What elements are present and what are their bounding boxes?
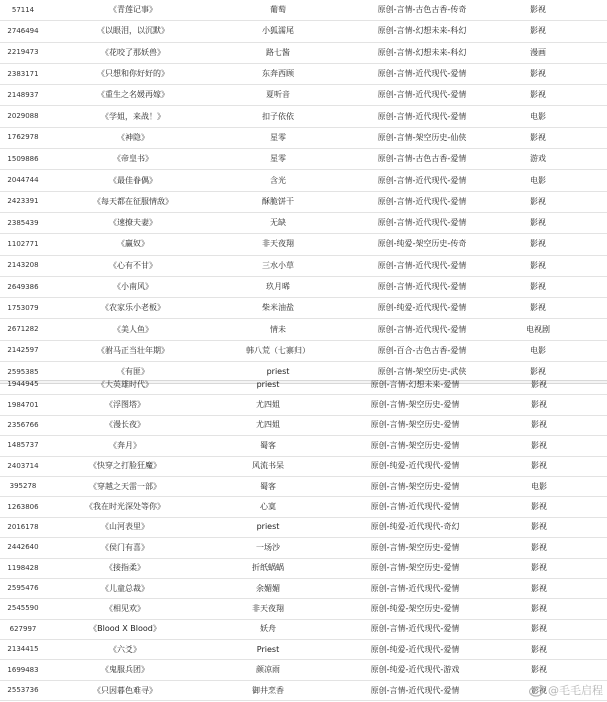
work-author: Priest [256, 644, 280, 654]
table-row [0, 620, 607, 640]
adaptation-type: 电视剧 [526, 324, 550, 334]
work-id: 2403714 [7, 461, 39, 470]
work-genre: 原创-言情-架空历史-爱情 [370, 563, 460, 573]
work-title: 《快穿之打脸狂魔》 [89, 461, 161, 471]
watermark-text: @毛毛启程 [548, 684, 603, 697]
work-author: 蜀客 [260, 481, 276, 491]
work-id: 1944945 [7, 380, 39, 389]
work-genre: 原创-纯爱-近代现代-爱情 [370, 461, 460, 471]
work-genre: 原创-言情-架空历史-爱情 [370, 481, 460, 491]
table-row [0, 149, 607, 170]
work-id: 1509886 [7, 154, 39, 163]
table-row [0, 170, 607, 191]
work-id: 2029088 [7, 112, 39, 121]
work-author: 路七酱 [266, 47, 290, 57]
work-author: 无缺 [270, 218, 286, 228]
work-genre: 原创-言情-古色古香-传奇 [377, 5, 467, 15]
table-row [0, 599, 607, 619]
work-genre: 原创-纯爱-架空历史-传奇 [377, 239, 467, 249]
adaptation-type: 影视 [530, 196, 546, 206]
work-genre: 原创-纯爱-近代现代-游戏 [370, 665, 460, 675]
adaptation-type: 影视 [531, 440, 547, 450]
work-author: 尤四姐 [256, 420, 280, 430]
work-author: 尤四姐 [256, 400, 280, 410]
work-author: 情未 [270, 324, 286, 334]
work-title: 《青莲记事》 [109, 5, 157, 15]
work-id: 1198428 [7, 563, 39, 572]
work-id: 2671282 [7, 325, 39, 334]
work-title: 《帝皇书》 [113, 154, 153, 164]
weibo-icon [529, 683, 545, 697]
work-genre: 原创-言情-近代现代-爱情 [377, 218, 467, 228]
work-title: 《我在时光深处等你》 [85, 502, 165, 512]
adaptation-type: 游戏 [530, 154, 546, 164]
table-row [0, 640, 607, 660]
work-author: 韩八荒（七寨归） [246, 345, 310, 355]
table-row [0, 416, 607, 436]
work-genre: 原创-言情-近代现代-爱情 [370, 583, 460, 593]
work-author: 含光 [270, 175, 286, 185]
work-title: 《接指柔》 [105, 563, 145, 573]
work-id: 2385439 [7, 218, 39, 227]
table-row [0, 298, 607, 319]
bottom-table [0, 375, 607, 701]
table-row [0, 192, 607, 213]
table-row [0, 660, 607, 680]
table-row [0, 375, 607, 395]
work-author: 心寞 [260, 502, 276, 512]
work-author: 三水小草 [262, 260, 294, 270]
adaptation-type: 电影 [530, 175, 546, 185]
work-genre: 原创-言情-近代现代-爱情 [370, 502, 460, 512]
work-id: 395278 [9, 482, 37, 491]
work-id: 2044744 [7, 176, 39, 185]
adaptation-type: 影视 [530, 26, 546, 36]
work-author: 小狐濡尾 [262, 26, 294, 36]
work-id: 2595385 [7, 367, 39, 376]
table-row [0, 21, 607, 42]
work-author: priest [256, 379, 280, 389]
work-genre: 原创-言情-架空历史-爱情 [370, 420, 460, 430]
table-row [0, 277, 607, 298]
table-row [0, 64, 607, 85]
work-genre: 原创-纯爱-架空历史-爱情 [370, 603, 460, 613]
table-row [0, 256, 607, 277]
work-id: 1762978 [7, 133, 39, 142]
work-title: 《驸马正当壮年期》 [97, 345, 169, 355]
work-genre: 原创-纯爱-近代现代-爱情 [370, 644, 460, 654]
table-row [0, 319, 607, 340]
work-title: 《大英雄时代》 [97, 379, 153, 389]
work-author: 星零 [270, 132, 286, 142]
work-author: 蜀客 [260, 440, 276, 450]
adaptation-type: 影视 [531, 563, 547, 573]
work-title: 《学姐，来战！》 [101, 111, 165, 121]
work-author: 非天夜翔 [252, 603, 284, 613]
adaptation-type: 影视 [531, 542, 547, 552]
adaptation-type: 影视 [531, 379, 547, 389]
work-id: 2746494 [7, 26, 39, 35]
work-id: 627997 [9, 624, 37, 633]
work-genre: 原创-言情-架空历史-爱情 [370, 542, 460, 552]
work-title: 《神隐》 [117, 132, 149, 142]
adaptation-type: 影视 [531, 624, 547, 634]
work-title: 《奔月》 [109, 440, 141, 450]
adaptation-type: 漫画 [530, 47, 546, 57]
table-row [0, 457, 607, 477]
work-title: 《花咬了那妖兽》 [101, 47, 165, 57]
work-author: 葡萄 [270, 5, 286, 15]
adaptation-type: 电影 [530, 111, 546, 121]
work-id: 2649386 [7, 282, 39, 291]
table-row [0, 497, 607, 517]
work-genre: 原创-言情-近代现代-爱情 [377, 260, 467, 270]
work-id: 2545590 [7, 604, 39, 613]
work-author: 夏听音 [266, 90, 290, 100]
table-row [0, 213, 607, 234]
work-title: 《重生之名媛再嫁》 [97, 90, 169, 100]
work-genre: 原创-言情-架空历史-仙侠 [377, 132, 467, 142]
work-genre: 原创-言情-架空历史-爱情 [370, 440, 460, 450]
work-author: 一场沙 [256, 542, 280, 552]
work-id: 2423391 [7, 197, 39, 206]
table-row [0, 681, 607, 701]
adaptation-type: 影视 [530, 69, 546, 79]
work-author: 玖月晞 [266, 282, 290, 291]
work-genre: 原创-言情-幻想未来-科幻 [377, 47, 467, 57]
work-id: 1485737 [7, 441, 39, 450]
work-genre: 原创-言情-近代现代-爱情 [377, 175, 467, 185]
work-author: 星零 [270, 154, 286, 164]
table-row [0, 106, 607, 127]
adaptation-type: 影视 [530, 239, 546, 249]
table-row [0, 579, 607, 599]
work-id: 2553736 [7, 686, 39, 695]
work-title: 《山河表里》 [101, 522, 149, 532]
work-genre: 原创-言情-古色古香-爱情 [377, 154, 467, 164]
work-author: 酥脆饼干 [262, 196, 294, 206]
work-genre: 原创-言情-近代现代-爱情 [370, 685, 460, 695]
work-title: 《漫长夜》 [105, 420, 145, 430]
work-author: 余媚媚 [256, 583, 280, 593]
work-id: 2356766 [7, 420, 39, 429]
table-row [0, 559, 607, 579]
adaptation-type: 影视 [530, 367, 546, 377]
table-row [0, 234, 607, 255]
work-title: 《浮图塔》 [105, 400, 145, 410]
adaptation-type: 影视 [531, 685, 547, 695]
work-id: 2016178 [7, 522, 39, 531]
adaptation-type: 影视 [530, 132, 546, 142]
work-id: 2595476 [7, 584, 39, 593]
work-genre: 原创-言情-架空历史-爱情 [370, 400, 460, 410]
adaptation-type: 影视 [531, 502, 547, 512]
adaptation-type: 影视 [531, 644, 547, 654]
work-genre: 原创-言情-近代现代-爱情 [377, 111, 467, 121]
work-title: 《农家乐小老板》 [101, 303, 165, 313]
work-genre: 原创-纯爱-近代现代-爱情 [377, 303, 467, 313]
work-author: 扣子依依 [262, 111, 294, 121]
work-title: 《速撩夫妻》 [109, 218, 157, 228]
work-id: 2148937 [7, 90, 39, 99]
work-id: 2142597 [7, 346, 39, 355]
work-title: 《Blood X Blood》 [89, 624, 161, 634]
work-author: 风流书呆 [252, 461, 284, 471]
table-row [0, 477, 607, 497]
table-row [0, 341, 607, 362]
work-genre: 原创-言情-近代现代-爱情 [377, 324, 467, 334]
adaptation-type: 影视 [531, 665, 547, 675]
work-author: 御井烹香 [252, 685, 284, 695]
work-genre: 原创-言情-近代现代-爱情 [377, 282, 467, 291]
table-row [0, 395, 607, 415]
work-author: priest [266, 367, 290, 377]
work-title: 《只因暮色难寻》 [93, 685, 157, 695]
work-title: 《每天都在征服情敌》 [93, 196, 173, 206]
work-author: 折纸蜗蜗 [252, 563, 284, 573]
adaptation-type: 电影 [531, 481, 547, 491]
table-row [0, 128, 607, 149]
table-row [0, 436, 607, 456]
adaptation-type: 影视 [531, 522, 547, 532]
work-title: 《穿越之天雷一部》 [89, 481, 161, 491]
work-title: 《有匪》 [117, 367, 149, 377]
table-row [0, 518, 607, 538]
adaptation-type: 影视 [530, 260, 546, 270]
work-title: 《只想和你好好的》 [97, 69, 169, 79]
adaptation-type: 影视 [531, 400, 547, 410]
table-row [0, 43, 607, 64]
work-genre: 原创-言情-近代现代-爱情 [377, 196, 467, 206]
table-row [0, 538, 607, 558]
work-genre: 原创-百合-古色古香-爱情 [377, 345, 467, 355]
work-title: 《鬼服兵团》 [101, 665, 149, 675]
work-title: 《最佳眷偶》 [109, 175, 157, 185]
adaptation-type: 影视 [531, 603, 547, 613]
work-id: 1699483 [7, 665, 39, 674]
work-title: 《六爻》 [109, 644, 141, 654]
adaptation-type: 影视 [530, 303, 546, 313]
work-id: 2383171 [7, 69, 39, 78]
work-title: 《小南风》 [113, 282, 153, 291]
work-author: 东奔西顾 [262, 69, 294, 79]
work-genre: 原创-言情-近代现代-爱情 [377, 90, 467, 100]
table-row [0, 0, 607, 21]
work-author: 颜凉雨 [256, 665, 280, 675]
adaptation-type: 电影 [530, 345, 546, 355]
work-author: 妖舟 [260, 624, 276, 634]
work-title: 《美人鱼》 [113, 324, 153, 334]
work-genre: 原创-言情-架空历史-武侠 [377, 367, 467, 377]
work-id: 1263806 [7, 502, 39, 511]
adaptation-type: 影视 [530, 90, 546, 100]
work-author: priest [256, 522, 280, 532]
work-genre: 原创-纯爱-近代现代-奇幻 [370, 522, 460, 532]
work-id: 1984701 [7, 400, 39, 409]
adaptation-type: 影视 [531, 461, 547, 471]
work-id: 1753079 [7, 303, 39, 312]
work-genre: 原创-言情-幻想未来-爱情 [370, 379, 460, 389]
work-genre: 原创-言情-幻想未来-科幻 [377, 26, 467, 36]
work-id: 2442640 [7, 543, 39, 552]
work-genre: 原创-言情-近代现代-爱情 [377, 69, 467, 79]
work-id: 2134415 [7, 645, 39, 654]
work-id: 1102771 [7, 239, 39, 248]
watermark [529, 682, 603, 698]
work-title: 《赢奴》 [117, 239, 149, 249]
adaptation-type: 影视 [530, 282, 546, 291]
work-id: 57114 [11, 5, 35, 14]
work-title: 《以眼泪，以沉默》 [97, 26, 169, 36]
adaptation-type: 影视 [531, 583, 547, 593]
work-title: 《相见欢》 [105, 603, 145, 613]
work-id: 2143208 [7, 261, 39, 270]
work-id: 2219473 [7, 48, 39, 57]
work-title: 《侯门有喜》 [101, 542, 149, 552]
work-title: 《儿童总裁》 [101, 583, 149, 593]
work-title: 《心有不甘》 [109, 260, 157, 270]
adaptation-type: 影视 [531, 420, 547, 430]
adaptation-type: 影视 [530, 218, 546, 228]
work-genre: 原创-言情-近代现代-爱情 [370, 624, 460, 634]
adaptation-type: 影视 [530, 5, 546, 15]
work-author: 非天夜翔 [262, 239, 294, 249]
work-author: 柴米油盐 [262, 303, 294, 313]
table-row [0, 85, 607, 106]
